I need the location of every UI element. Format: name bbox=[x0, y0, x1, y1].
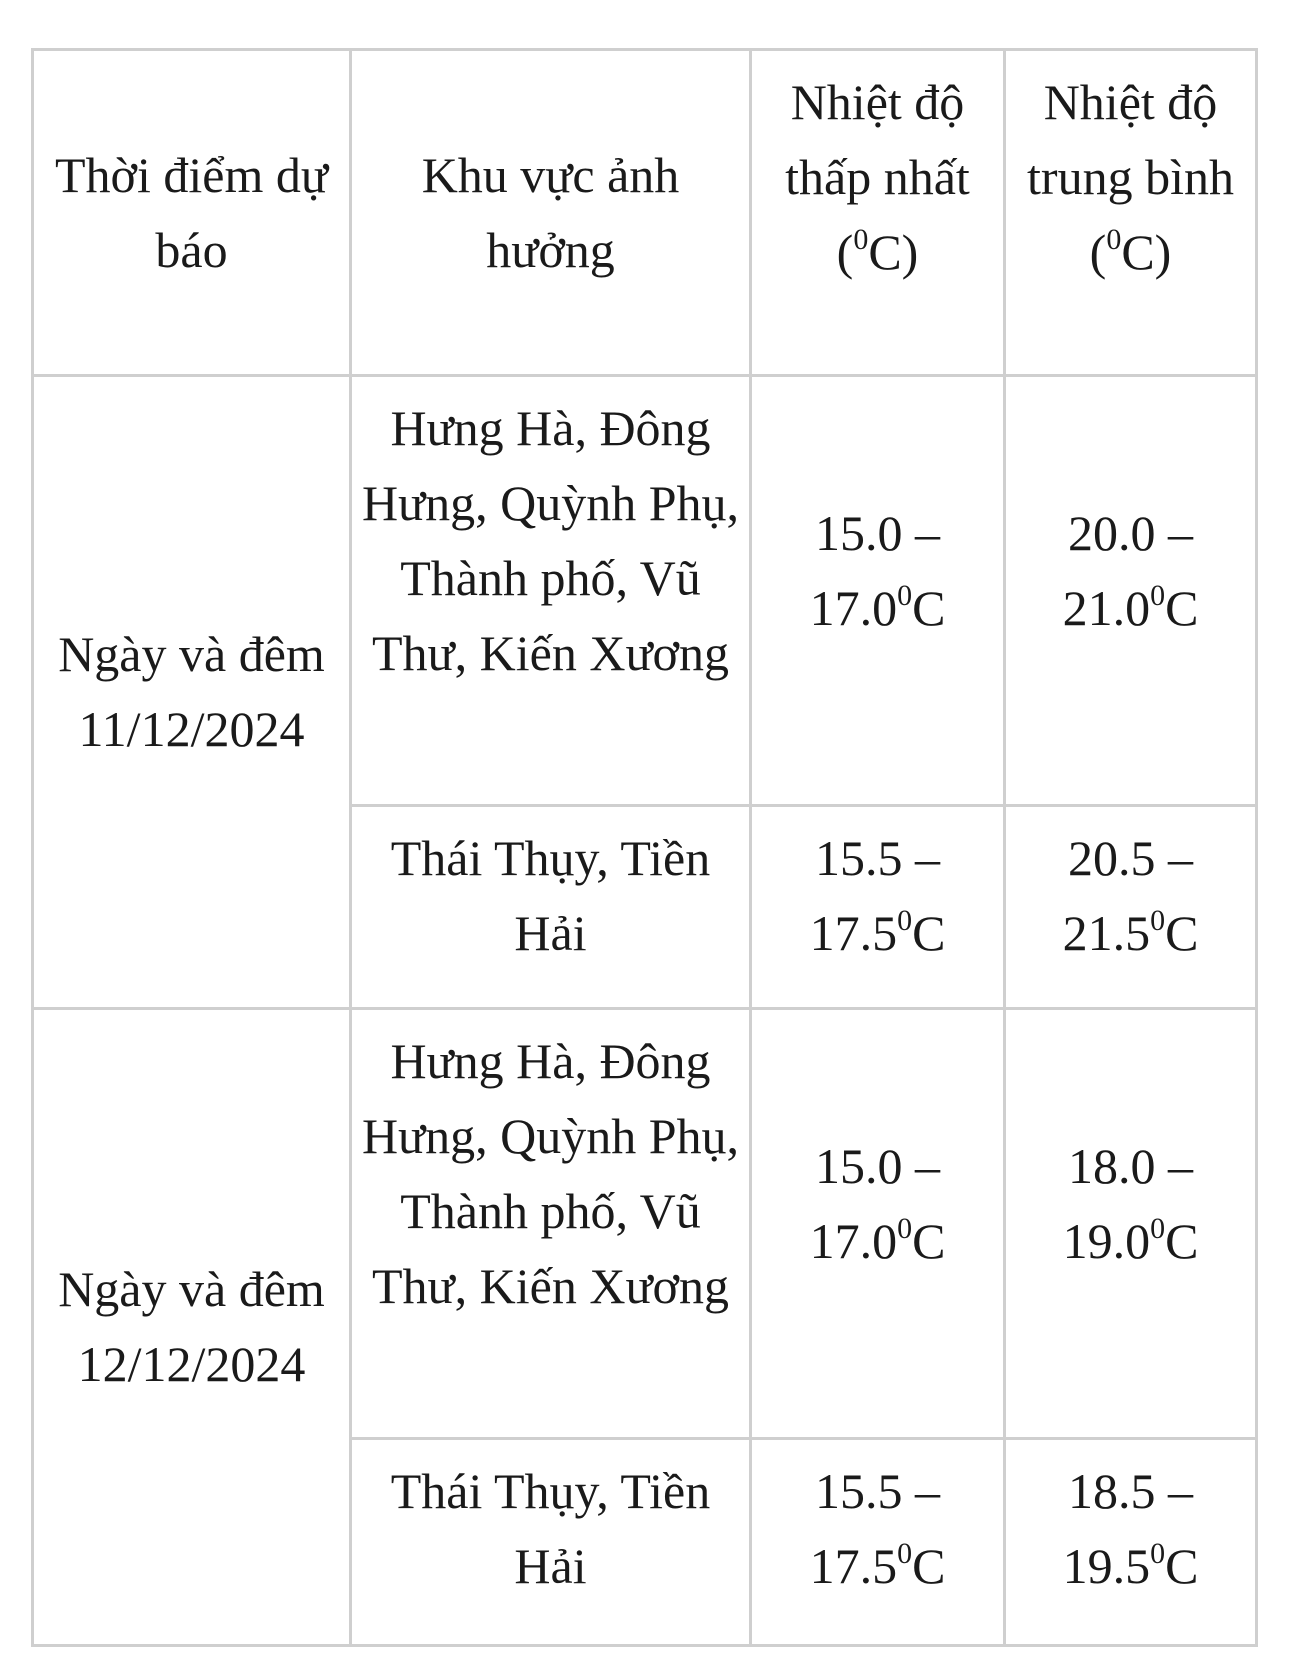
area-cell: Hưng Hà, Đông Hưng, Quỳnh Phụ, Thành phố, Vũ Thư, Kiến Xương bbox=[351, 376, 751, 806]
table-header-row bbox=[33, 50, 1257, 376]
area-cell: Hưng Hà, Đông Hưng, Quỳnh Phụ, Thành phố, Vũ Thư, Kiến Xương bbox=[351, 1009, 751, 1439]
min-temp-cell: 15.0 – 17.0$^0$C bbox=[751, 1009, 1005, 1439]
header-time: Thời điểm dự báo bbox=[33, 50, 351, 376]
area-cell: Thái Thụy, Tiền Hải bbox=[351, 1439, 751, 1646]
header-avg-temp-unit: ($^0$C) bbox=[1089, 223, 1172, 280]
time-cell: Ngày và đêm 12/12/2024 bbox=[33, 1009, 351, 1646]
header-min-temp-label: Nhiệt độ thấp nhất bbox=[785, 74, 970, 205]
header-area: Khu vực ảnh hưởng bbox=[351, 50, 751, 376]
avg-temp-cell: 20.5 – 21.5$^0$C bbox=[1005, 806, 1257, 1009]
avg-temp-cell: 18.5 – 19.5$^0$C bbox=[1005, 1439, 1257, 1646]
table-row bbox=[33, 376, 1257, 806]
area-cell: Thái Thụy, Tiền Hải bbox=[351, 806, 751, 1009]
table-row bbox=[33, 1009, 1257, 1439]
avg-temp-cell: 20.0 – 21.0$^0$C bbox=[1005, 376, 1257, 806]
avg-temp-cell: 18.0 – 19.0$^0$C bbox=[1005, 1009, 1257, 1439]
forecast-table bbox=[31, 48, 1258, 1647]
header-avg-temp bbox=[1005, 50, 1257, 376]
header-min-temp-unit: ($^0$C) bbox=[836, 223, 919, 280]
min-temp-cell: 15.5 – 17.5$^0$C bbox=[751, 1439, 1005, 1646]
header-min-temp bbox=[751, 50, 1005, 376]
header-avg-temp-label: Nhiệt độ trung bình bbox=[1027, 74, 1234, 205]
min-temp-cell: 15.0 – 17.0$^0$C bbox=[751, 376, 1005, 806]
min-temp-cell: 15.5 – 17.5$^0$C bbox=[751, 806, 1005, 1009]
time-cell: Ngày và đêm 11/12/2024 bbox=[33, 376, 351, 1009]
